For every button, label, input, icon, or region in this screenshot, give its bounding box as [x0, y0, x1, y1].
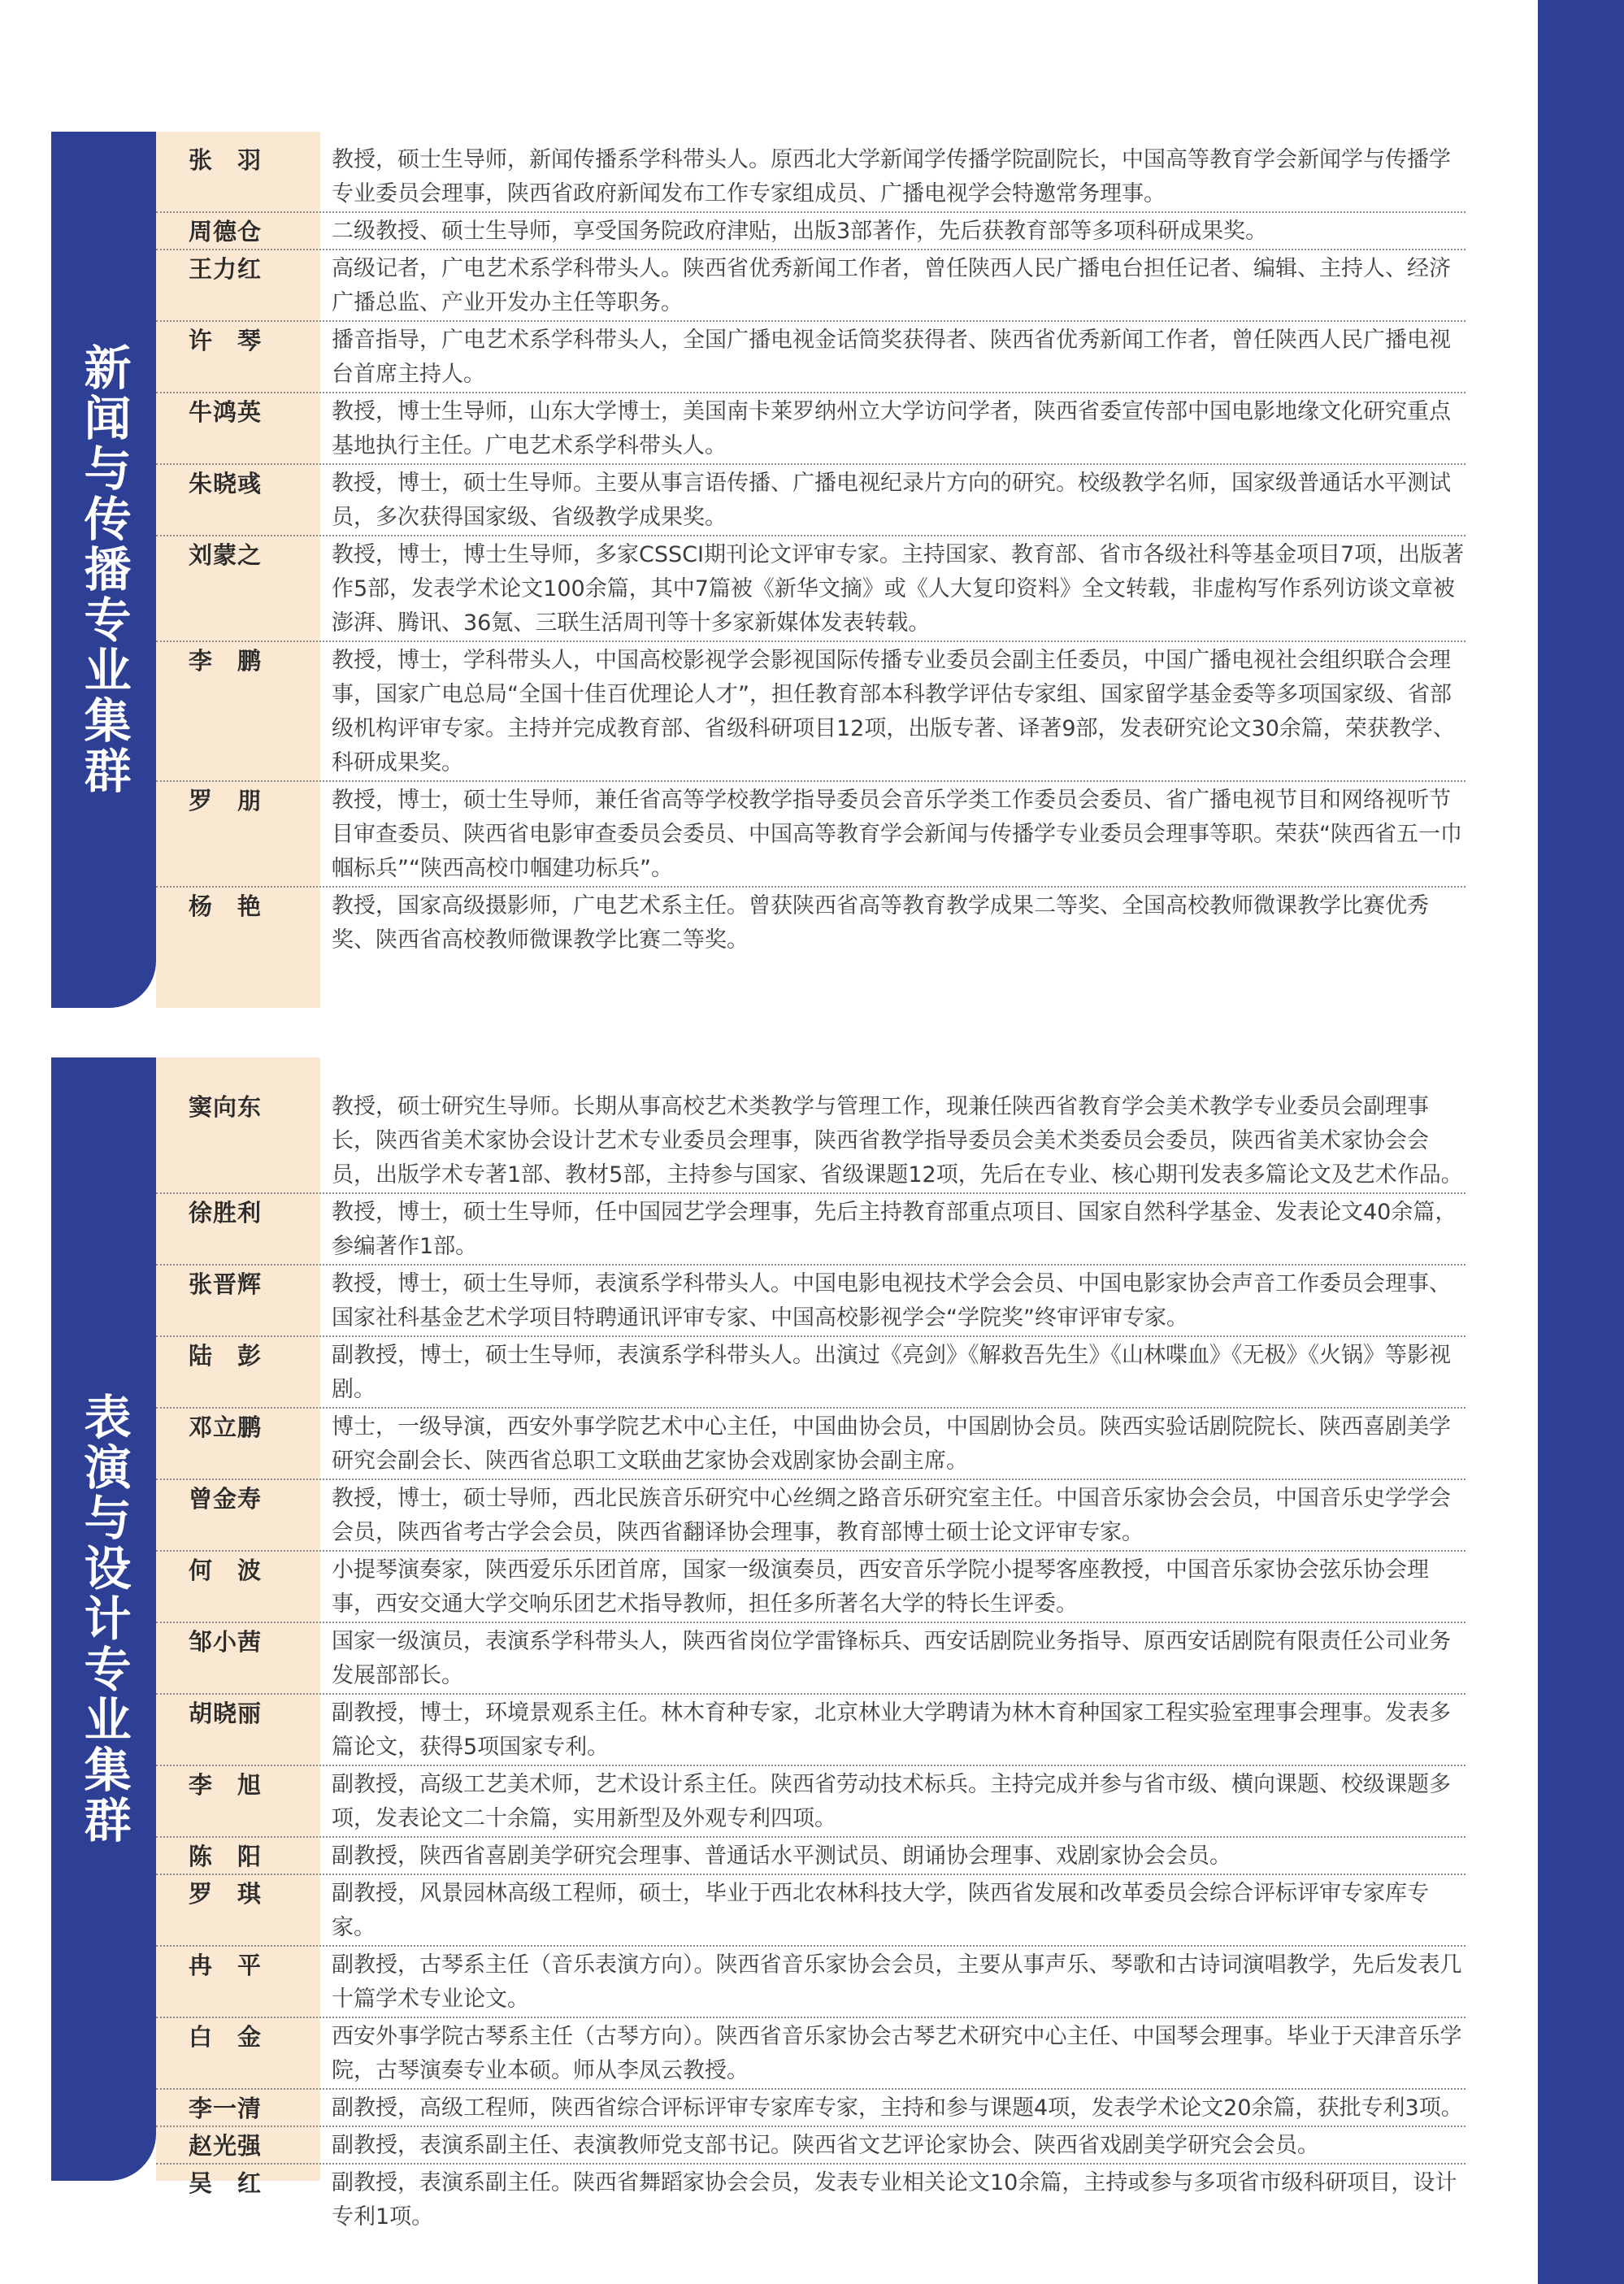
- member-name: 冉 平: [189, 1952, 263, 1979]
- member-row: [156, 1480, 1466, 1552]
- member-desc: 副教授，博士，硕士生导师，表演系学科带头人。出演过《亮剑》《解救吾先生》《山林喋血》《无极》《火锅》等影视剧。: [332, 1343, 1451, 1402]
- member-desc: 小提琴演奏家，陕西爱乐乐团首席，国家一级演奏员，西安音乐学院小提琴客座教授，中国音乐家协会弦乐协会理事，西安交通大学交响乐团艺术指导教师，担任多所著名大学的特长生评委。: [332, 1557, 1429, 1617]
- member-name: 朱晓彧: [189, 470, 263, 497]
- member-name: 赵光强: [189, 2132, 263, 2160]
- member-desc: 教授，硕士生导师，新闻传播系学科带头人。原西北大学新闻学传播学院副院长，中国高等教育学会新闻学与传播学专业委员会理事，陕西省政府新闻发布工作专家组成员、广播电视学会特邀常务理事。: [332, 147, 1451, 206]
- member-name: 邓立鹏: [189, 1413, 263, 1441]
- member-desc: 教授，博士生导师，山东大学博士，美国南卡莱罗纳州立大学访问学者，陕西省委宣传部中国电影地缘文化研究重点基地执行主任。广电艺术系学科带头人。: [332, 399, 1451, 458]
- member-name: 曾金寿: [189, 1485, 263, 1513]
- member-row: [156, 322, 1466, 393]
- member-row: [156, 1194, 1466, 1266]
- member-desc: 副教授，高级工程师，陕西省综合评标评审专家库专家，主持和参与课题4项，发表学术论文20余篇，获批专利3项。: [332, 2095, 1463, 2121]
- member-row: [156, 1875, 1466, 1947]
- member-name: 许 琴: [189, 327, 263, 354]
- member-desc: 副教授，陕西省喜剧美学研究会理事、普通话水平测试员、朗诵协会理事、戏剧家协会会员。: [332, 1843, 1231, 1869]
- member-name: 杨 艳: [189, 892, 263, 920]
- member-name: 牛鸿英: [189, 398, 263, 426]
- member-desc: 教授，博士，硕士生导师，表演系学科带头人。中国电影电视技术学会会员、中国电影家协会声音工作委员会理事、国家社科基金艺术学项目特聘通讯评审专家、中国高校影视学会“学院奖”终审评审专家。: [332, 1271, 1451, 1331]
- member-row: [156, 782, 1466, 888]
- section-title: 新闻与传播专业集群: [76, 343, 132, 797]
- section-journalism: [51, 132, 1466, 1008]
- member-name: 徐胜利: [189, 1199, 263, 1227]
- member-row: [156, 465, 1466, 536]
- member-desc: 副教授，表演系副主任。陕西省舞蹈家协会会员，发表专业相关论文10余篇，主持或参与多项省市级科研项目，设计专利1项。: [332, 2170, 1457, 2230]
- member-name: 张 羽: [189, 146, 263, 174]
- member-desc: 国家一级演员，表演系学科带头人，陕西省岗位学雷锋标兵、西安话剧院业务指导、原西安话剧院有限责任公司业务发展部部长。: [332, 1629, 1451, 1688]
- member-row: [156, 1695, 1466, 1766]
- member-desc: 副教授，风景园林高级工程师，硕士，毕业于西北农林科技大学，陕西省发展和改革委员会综合评标评审专家库专家。: [332, 1881, 1429, 1940]
- member-row: [156, 1838, 1466, 1875]
- member-name: 吴 红: [189, 2169, 263, 2197]
- member-name: 白 金: [189, 2023, 263, 2051]
- member-name: 罗 琪: [189, 1880, 263, 1908]
- member-row: [156, 1623, 1466, 1695]
- member-desc: 教授，博士，博士生导师，多家CSSCI期刊论文评审专家。主持国家、教育部、省市各级社科等基金项目7项，出版著作5部，发表学术论文100余篇，其中7篇被《新华文摘》或《人大复印资料》全文转载，非虚构写作系列访谈文章被澎湃、腾讯、36氪、三联生活周刊等十多家新媒体发表转载。: [332, 542, 1465, 636]
- member-desc: 副教授，表演系副主任、表演教师党支部书记。陕西省文艺评论家协会、陕西省戏剧美学研究会会员。: [332, 2133, 1319, 2158]
- member-row: [156, 2165, 1466, 2234]
- member-row: [156, 250, 1466, 322]
- member-row: [156, 1409, 1466, 1480]
- member-name: 周德仓: [189, 218, 263, 245]
- member-row: [156, 1552, 1466, 1623]
- member-row: [156, 1766, 1466, 1838]
- member-name: 陆 彭: [189, 1342, 263, 1370]
- member-desc: 副教授，古琴系主任（音乐表演方向）。陕西省音乐家协会会员，主要从事声乐、琴歌和古诗词演唱教学，先后发表几十篇学术专业论文。: [332, 1952, 1462, 2012]
- right-edge-bar: [1538, 0, 1624, 2284]
- member-desc: 博士，一级导演，西安外事学院艺术中心主任，中国曲协会员，中国剧协会员。陕西实验话剧院院长、陕西喜剧美学研究会副会长、陕西省总职工文联曲艺家协会戏剧家协会副主席。: [332, 1414, 1451, 1474]
- member-desc: 教授，博士，硕士导师，西北民族音乐研究中心丝绸之路音乐研究室主任。中国音乐家协会会员，中国音乐史学学会会员，陕西省考古学会会员，陕西省翻译协会理事，教育部博士硕士论文评审专家。: [332, 1486, 1451, 1545]
- member-row: [156, 2127, 1466, 2165]
- member-row: [156, 1088, 1466, 1194]
- member-row: [156, 536, 1466, 642]
- section-performance-design: [51, 1057, 1466, 2230]
- member-name: 王力红: [189, 255, 263, 283]
- member-row: [156, 1337, 1466, 1409]
- member-row: [156, 888, 1466, 957]
- member-desc: 教授，博士，硕士生导师，任中国园艺学会理事，先后主持教育部重点项目、国家自然科学基金、发表论文40余篇，参编著作1部。: [332, 1200, 1457, 1259]
- member-desc: 二级教授、硕士生导师，享受国务院政府津贴，出版3部著作，先后获教育部等多项科研成果奖。: [332, 219, 1268, 244]
- member-desc: 高级记者，广电艺术系学科带头人。陕西省优秀新闻工作者，曾任陕西人民广播电台担任记者、编辑、主持人、经济广播总监、产业开发办主任等职务。: [332, 256, 1451, 315]
- member-name: 窦向东: [189, 1093, 263, 1121]
- member-row: [156, 2018, 1466, 2090]
- member-desc: 教授，博士，学科带头人，中国高校影视学会影视国际传播专业委员会副主任委员，中国广播电视社会组织联合会理事，国家广电总局“全国十佳百优理论人才”，担任教育部本科教学评估专家组、国家留学基金委等多项国家级、省部级机构评审专家。主持并完成教育部、省级科研项目12项，出版专著、译著9部，发表研究论文30余篇，荣获教学、科研成果奖。: [332, 648, 1455, 775]
- member-row: [156, 642, 1466, 782]
- member-desc: 副教授，高级工艺美术师，艺术设计系主任。陕西省劳动技术标兵。主持完成并参与省市级、横向课题、校级课题多项，发表论文二十余篇，实用新型及外观专利四项。: [332, 1772, 1451, 1831]
- member-row: [156, 213, 1466, 250]
- member-name: 邹小茜: [189, 1628, 263, 1656]
- section-tab: [51, 132, 156, 1008]
- member-name: 罗 朋: [189, 787, 263, 814]
- member-desc: 播音指导，广电艺术系学科带头人，全国广播电视金话筒奖获得者、陕西省优秀新闻工作者，曾任陕西人民广播电视台首席主持人。: [332, 328, 1451, 387]
- member-desc: 副教授，博士，环境景观系主任。林木育种专家，北京林业大学聘请为林木育种国家工程实验室理事会理事。发表多篇论文，获得5项国家专利。: [332, 1700, 1451, 1760]
- member-row: [156, 1947, 1466, 2018]
- member-desc: 教授，国家高级摄影师，广电艺术系主任。曾获陕西省高等教育教学成果二等奖、全国高校教师微课教学比赛优秀奖、陕西省高校教师微课教学比赛二等奖。: [332, 893, 1429, 953]
- member-row: [156, 393, 1466, 465]
- member-list: [156, 1088, 1466, 2234]
- member-name: 李一清: [189, 2095, 263, 2122]
- member-desc: 西安外事学院古琴系主任（古琴方向）。陕西省音乐家协会古琴艺术研究中心主任、中国琴会理事。毕业于天津音乐学院，古琴演奏专业本硕。师从李凤云教授。: [332, 2024, 1462, 2083]
- member-desc: 教授，博士，硕士生导师。主要从事言语传播、广播电视纪录片方向的研究。校级教学名师，国家级普通话水平测试员，多次获得国家级、省级教学成果奖。: [332, 471, 1451, 530]
- member-row: [156, 2090, 1466, 2127]
- member-desc: 教授，硕士研究生导师。长期从事高校艺术类教学与管理工作，现兼任陕西省教育学会美术教学专业委员会副理事长，陕西省美术家协会设计艺术专业委员会理事，陕西省教学指导委员会美术类委员会委员，陕西省美术家协会会员，出版学术专著1部、教材5部，主持参与国家、省级课题12项，先后在专业、核心期刊发表多篇论文及艺术作品。: [332, 1094, 1463, 1188]
- member-name: 李 旭: [189, 1771, 263, 1799]
- section-tab: [51, 1057, 156, 2181]
- member-name: 何 波: [189, 1557, 263, 1584]
- member-name: 胡晓丽: [189, 1700, 263, 1727]
- section-title: 表演与设计专业集群: [76, 1392, 132, 1846]
- member-list: [156, 141, 1466, 957]
- member-name: 李 鹏: [189, 647, 263, 675]
- member-row: [156, 1266, 1466, 1337]
- member-name: 刘蒙之: [189, 541, 263, 569]
- member-name: 张晋辉: [189, 1270, 263, 1298]
- member-row: [156, 141, 1466, 213]
- member-name: 陈 阳: [189, 1843, 263, 1870]
- member-desc: 教授，博士，硕士生导师，兼任省高等学校教学指导委员会音乐学类工作委员会委员、省广播电视节目和网络视听节目审查委员、陕西省电影审查委员会委员、中国高等教育学会新闻与传播学专业委员会理事等职。荣获“陕西省五一巾帼标兵”“陕西高校巾帼建功标兵”。: [332, 788, 1462, 881]
